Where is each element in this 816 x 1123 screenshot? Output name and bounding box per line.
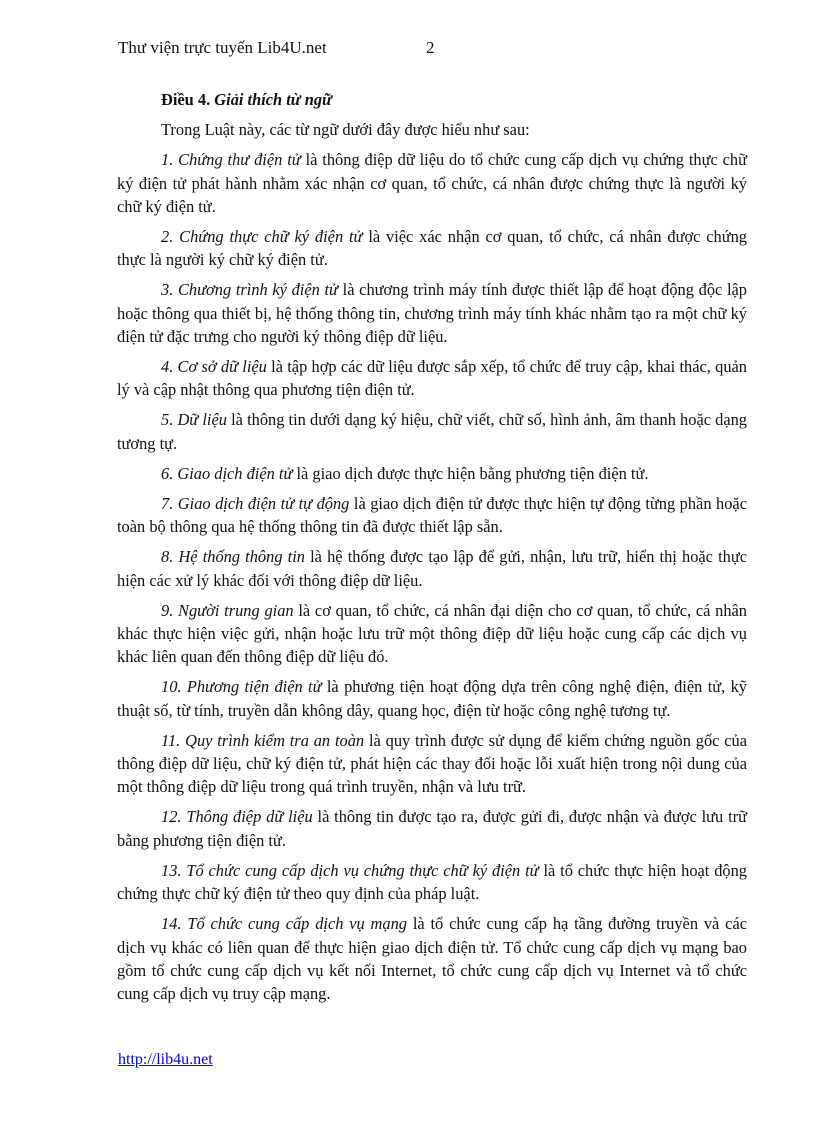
- definition-text: là chương trình máy tính được thiết lập để hoạt động độc lập hoặc thông qua thiết bị, hệ thống thông tin, chương trình máy tính khác nhằm tạo ra một chữ ký điện tử đặc trưng cho người ký thông điệp dữ liệu.: [117, 280, 747, 346]
- definition-term: 6. Giao dịch điện tử: [161, 463, 293, 483]
- definition-term: 11. Quy trình kiểm tra an toàn: [161, 730, 365, 750]
- definition-text: là giao dịch điện tử được thực hiện tự động từng phần hoặc toàn bộ thông qua hệ thống thông tin đã được thiết lập sẵn.: [117, 494, 747, 537]
- footer-link[interactable]: http://lib4u.net: [118, 1051, 213, 1068]
- definition-text: là hệ thống được tạo lập để gửi, nhận, lưu trữ, hiển thị hoặc thực hiện các xử lý khác đối với thông điệp dữ liệu.: [117, 547, 747, 590]
- definition-item: [117, 545, 747, 591]
- definition-item: [117, 912, 747, 1005]
- definition-item: [117, 462, 747, 485]
- article-heading: [117, 88, 747, 111]
- definition-item: [117, 492, 747, 538]
- definition-item: [117, 408, 747, 454]
- definition-text: là giao dịch được thực hiện bằng phương tiện điện tử.: [292, 463, 649, 483]
- definition-term: 2. Chứng thực chữ ký điện tử: [161, 227, 363, 247]
- definition-text: là tổ chức cung cấp hạ tầng đường truyền và các dịch vụ khác có liên quan để thực hiện giao dịch điện tử. Tổ chức cung cấp dịch vụ mạng bao gồm tổ chức cung cấp dịch vụ kết nối Internet, tổ chức cung cấp dịch vụ Internet và tổ chức cung cấp dịch vụ truy cập mạng.: [117, 914, 747, 1003]
- definition-text: là quy trình được sử dụng để kiểm chứng nguồn gốc của thông điệp dữ liệu, chữ ký điện tử, phát hiện các thay đổi hoặc lỗi xuất hiện trong nội dung của một thông điệp dữ liệu trong quá trình truyền, nhận và lưu trữ.: [117, 730, 748, 797]
- definition-term: 14. Tổ chức cung cấp dịch vụ mạng: [161, 914, 407, 934]
- definition-text: là phương tiện hoạt động dựa trên công nghệ điện, điện tử, kỹ thuật số, từ tính, truyền dẫn không dây, quang học, điện từ hoặc công nghệ tương tự.: [117, 677, 747, 720]
- definition-term: 12. Thông điệp dữ liệu: [161, 807, 313, 827]
- definition-text: là tập hợp các dữ liệu được sắp xếp, tổ chức để truy cập, khai thác, quản lý và cập nhật thông qua phương tiện điện tử.: [117, 357, 748, 400]
- definitions-list: [117, 148, 747, 1005]
- definition-term: 7. Giao dịch điện tử tự động: [161, 494, 350, 514]
- definition-text: là thông điệp dữ liệu do tổ chức cung cấp dịch vụ chứng thực chữ ký điện tử phát hành nhằm xác nhận cơ quan, tổ chức, cá nhân được chứng thực là người ký chữ ký điện tử.: [117, 150, 748, 216]
- definition-term: 10. Phương tiện điện tử: [161, 677, 322, 697]
- definition-item: [117, 805, 747, 851]
- definition-text: là việc xác nhận cơ quan, tổ chức, cá nhân được chứng thực là người ký chữ ký điện tử.: [117, 227, 747, 270]
- page-header: [118, 38, 435, 58]
- definition-item: [117, 225, 747, 271]
- article-title: Giải thích từ ngữ: [214, 90, 332, 109]
- article-intro: Trong Luật này, các từ ngữ dưới đây được hiểu như sau:: [161, 120, 530, 140]
- definition-term: 3. Chương trình ký điện tử: [161, 280, 338, 300]
- definition-item: [117, 729, 747, 799]
- page-number: 2: [426, 38, 435, 57]
- definition-term: 5. Dữ liệu: [161, 410, 227, 430]
- definition-item: [117, 599, 747, 669]
- definition-text: là tổ chức thực hiện hoạt động chứng thực chữ ký điện tử theo quy định của pháp luật.: [117, 860, 747, 904]
- definition-term: 1. Chứng thư điện tử: [161, 150, 301, 170]
- definition-text: là thông tin dưới dạng ký hiệu, chữ viết, chữ số, hình ảnh, âm thanh hoặc dạng tương tự.: [117, 410, 747, 453]
- definition-text: là cơ quan, tổ chức, cá nhân đại diện cho cơ quan, tổ chức, cá nhân khác thực hiện việc gửi, nhận hoặc lưu trữ một thông điệp dữ liệu hoặc cung cấp các dịch vụ khác liên quan đến thông điệp dữ liệu đó.: [117, 600, 747, 667]
- site-name: Thư viện trực tuyến Lib4U.net: [118, 38, 327, 57]
- definition-term: 4. Cơ sở dữ liệu: [161, 357, 267, 377]
- definition-item: [117, 355, 747, 401]
- definition-item: [117, 675, 747, 721]
- definition-term: 13. Tổ chức cung cấp dịch vụ chứng thực chữ ký điện tử: [161, 860, 539, 880]
- document-body: [117, 88, 747, 1012]
- definition-item: [117, 278, 747, 348]
- article-number: Điều 4.: [161, 90, 211, 109]
- page-footer: [118, 1051, 213, 1069]
- definition-item: [117, 859, 747, 905]
- definition-item: [117, 148, 747, 218]
- definition-text: là thông tin được tạo ra, được gửi đi, được nhận và được lưu trữ bằng phương tiện điện tử.: [117, 807, 747, 850]
- definition-term: 8. Hệ thống thông tin: [161, 547, 305, 567]
- definition-term: 9. Người trung gian: [161, 600, 294, 620]
